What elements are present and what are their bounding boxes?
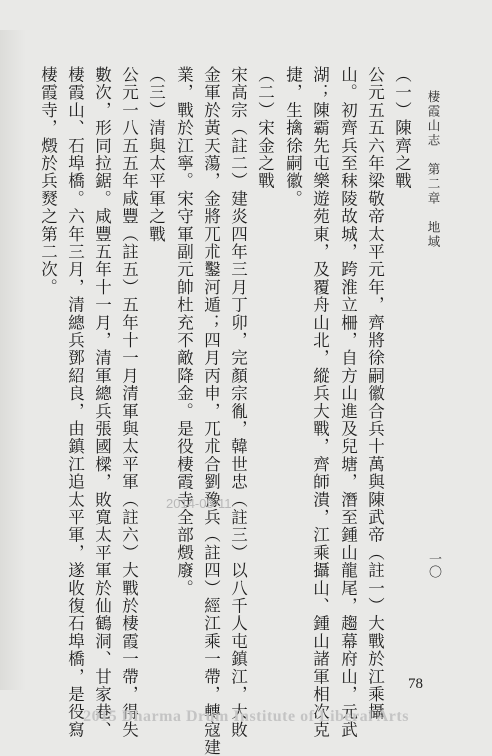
section-heading-song-jin: （二）宋金之戰: [255, 66, 275, 190]
chinese-page-number: 一〇: [426, 552, 441, 578]
text-column: 棲霞寺，燬於兵燹之第二次。: [38, 66, 58, 297]
text-column: 金軍於黃天蕩，金將兀朮鑿河遁；四月丙申，兀朮合劉豫兵（註四）經江乘一帶，轉寇建: [201, 66, 221, 756]
text-column: 湖；陳霸先屯樂遊苑東，及覆舟山北，縱兵大戰，齊師潰，江乘攝山、鍾山諸軍相次克: [310, 66, 330, 739]
text-column: 捷，生擒徐嗣徽。: [283, 66, 303, 208]
text-column: 公元一八五五年咸豐（註五）五年十一月清軍與太平軍（註六）大戰於棲霞一帶，得失: [119, 66, 139, 739]
text-column: 宋高宗（註二）建炎四年三月丁卯，完顏宗㣧，韓世忠（註三）以八千人屯鎮江，大敗: [228, 66, 248, 739]
page-number: 78: [408, 676, 423, 692]
section-heading-chen-qi: （一）陳齊之戰: [392, 66, 412, 190]
text-column: 業，戰於江寧。宋守軍副元帥杜充不敵降金。是役棲霞寺全部燬廢。: [174, 66, 194, 597]
bleed-through-edge: [0, 30, 26, 690]
date-watermark: 2014-05-11: [166, 496, 232, 511]
text-column: 公元五五六年梁敬帝太平元年，齊將徐嗣徽合兵十萬與陳武帝（註一）大戰於江乘攝: [365, 66, 385, 721]
running-title: 棲霞山志 第二章 地域: [426, 90, 441, 250]
copyright-footer: 2015 Dharma Drum Institute of Liberal Arts: [83, 708, 409, 725]
text-column: 數次，形同拉鋸。咸豐五年十一月，清軍總兵張國樑，敗寬太平軍於仙鶴洞、甘家巷、: [92, 66, 112, 739]
text-column: 山。初齊兵至秣陵故城，跨淮立柵，自方山進及兒塘，潛至鍾山龍尾，趨幕府山，元武: [338, 66, 358, 739]
section-heading-qing-taiping: （三）清與太平軍之戰: [146, 66, 166, 243]
text-column: 棲霞山、石埠橋。六年三月，清總兵鄧紹良，由鎮江追太平軍，遂收復石埠橋，是役寫: [65, 66, 85, 739]
